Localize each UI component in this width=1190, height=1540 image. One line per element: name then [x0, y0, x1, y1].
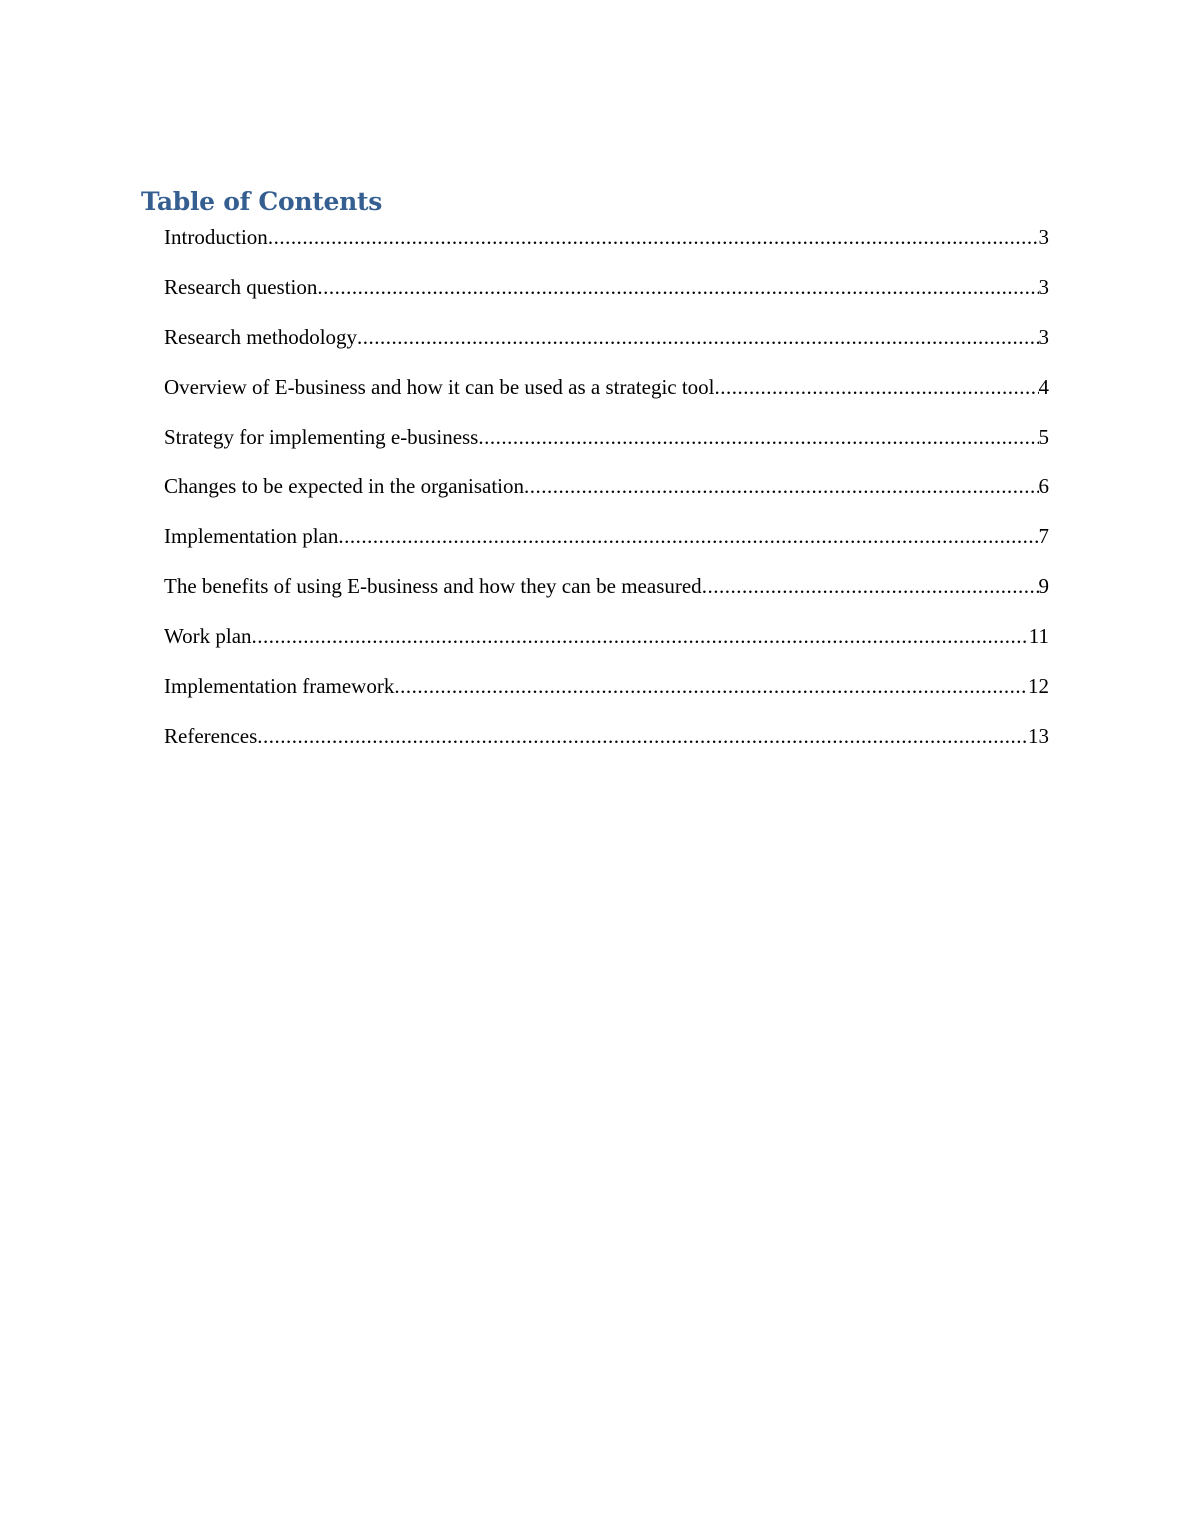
toc-dot-leader: [257, 721, 1028, 751]
toc-dot-leader: [394, 671, 1028, 701]
toc-entry-page-number: 11: [1028, 624, 1049, 649]
toc-entry[interactable]: [164, 671, 1049, 721]
toc-entry-label: Overview of E-business and how it can be used as a strategic tool: [164, 374, 715, 399]
toc-entry-page-number: 7: [1038, 524, 1049, 549]
toc-entry-label: References: [164, 723, 258, 748]
toc-entry-page-number: 3: [1038, 225, 1049, 249]
toc-entry-label: Research question: [164, 274, 318, 299]
toc-list: [164, 222, 1049, 771]
toc-entry[interactable]: [164, 721, 1049, 771]
toc-dot-leader: [524, 471, 1038, 501]
toc-entry[interactable]: [164, 422, 1049, 472]
toc-dot-leader: [702, 571, 1039, 601]
toc-entry-page-number: 3: [1038, 274, 1049, 299]
toc-entry[interactable]: [164, 471, 1049, 521]
toc-entry-label: Implementation plan: [164, 524, 339, 549]
toc-entry-label: Changes to be expected in the organisation: [164, 474, 525, 499]
toc-dot-leader: [338, 521, 1038, 551]
toc-dot-leader: [715, 372, 1039, 402]
toc-dot-leader: [478, 422, 1038, 452]
toc-dot-leader: [357, 322, 1038, 352]
toc-entry-label: Research methodology: [164, 324, 358, 349]
toc-entry-page-number: 12: [1028, 674, 1049, 699]
toc-entry-page-number: 4: [1038, 374, 1049, 399]
toc-entry-label: Work plan: [164, 624, 252, 649]
toc-entry[interactable]: [164, 222, 1049, 272]
toc-entry-page-number: 6: [1038, 474, 1049, 499]
toc-entry[interactable]: [164, 521, 1049, 571]
toc-entry[interactable]: [164, 372, 1049, 422]
toc-entry-page-number: 5: [1038, 424, 1049, 449]
toc-entry[interactable]: [164, 571, 1049, 621]
toc-entry[interactable]: [164, 322, 1049, 372]
toc-dot-leader: [268, 222, 1039, 252]
toc-entry-label: Introduction: [164, 225, 268, 249]
toc-entry-label: Strategy for implementing e-business: [164, 424, 479, 449]
toc-heading: Table of Contents: [141, 187, 383, 216]
toc-entry-page-number: 3: [1038, 324, 1049, 349]
toc-dot-leader: [252, 621, 1029, 651]
toc-entry[interactable]: [164, 272, 1049, 322]
toc-entry-label: Implementation framework: [164, 674, 395, 699]
toc-entry-label: The benefits of using E-business and how they can be measured: [164, 574, 702, 599]
toc-entry[interactable]: [164, 621, 1049, 671]
toc-entry-page-number: 13: [1028, 723, 1049, 748]
toc-dot-leader: [317, 272, 1038, 302]
toc-entry-page-number: 9: [1038, 574, 1049, 599]
